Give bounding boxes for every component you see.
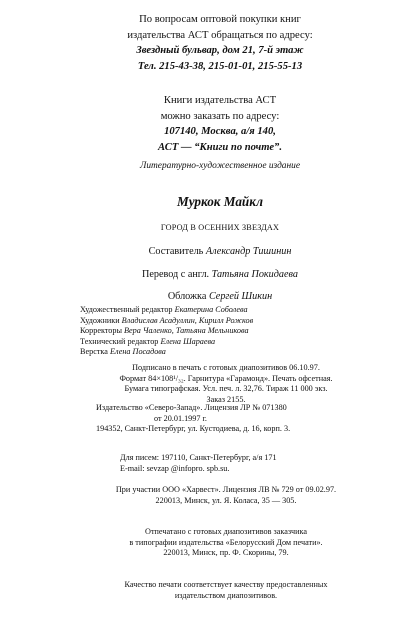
mail-order-line-1: Книги издательства АСТ (163, 95, 277, 106)
cover-artist-name: Сергей Шикин (208, 291, 273, 302)
compiler-name: Александр Тишинин (205, 246, 292, 257)
mail-order-line-2: можно заказать по адресу: (160, 110, 280, 122)
partner-info (96, 485, 356, 506)
mail-order-service: АСТ — “Книги по почте”. (158, 141, 282, 153)
order-info-line-1: По вопросам оптовой покупки книг (139, 14, 301, 25)
tech-editor-line (80, 337, 370, 348)
printed-address: 220013, Минск, пр. Ф. Скорины, 79. (163, 548, 289, 558)
book-title: ГОРОД В ОСЕННИХ ЗВЕЗДАХ (160, 223, 280, 232)
order-info-line-2: издательства АСТ обращаться по адресу: (127, 29, 313, 41)
translation-credit (70, 268, 370, 281)
print-data (96, 363, 356, 405)
proofreaders-names: Вера Чаленко, Татьяна Мельникова (124, 326, 249, 336)
staff-credits (80, 305, 370, 358)
print-paper-line: Бумага типографская. Усл. печ. л. 32,76. Тираж 11 000 экз. (124, 384, 328, 394)
mail-order-address: 107140, Москва, а/я 140, (164, 126, 276, 138)
quality-line-2: издательством диапозитивов. (174, 590, 278, 600)
print-quality-note (96, 580, 356, 601)
tech-editor-name: Елена Шараева (160, 336, 216, 346)
art-editor-label: Художественный редактор (80, 305, 173, 314)
compiler-label: Составитель (148, 246, 204, 257)
quality-line-1: Качество печати соответствует качеству предоставленных (124, 580, 328, 589)
publisher-license-date: от 20.01.1997 г. (154, 413, 207, 423)
letters-email: E-mail: sevzap @infopro. spb.su. (120, 463, 230, 473)
art-editor-name: Екатерина Соболева (174, 305, 248, 314)
cover-credit (70, 290, 370, 303)
art-editor-line (80, 305, 370, 316)
publisher-info (96, 403, 356, 435)
publisher-address: 194352, Санкт-Петербург, ул. Кустодиева, д. 16, корп. 3. (96, 424, 291, 434)
author-name: Муркок Майкл (177, 194, 263, 209)
partner-license-line: При участии ООО «Харвест». Лицензия ЛВ № 729 от 09.02.97. (115, 485, 337, 494)
layout-label: Верстка (80, 347, 108, 357)
publisher-license-line: Издательство «Северо-Запад». Лицензия ЛР № 071380 (96, 403, 287, 412)
translator-name: Татьяна Покидаева (211, 269, 298, 280)
proofreaders-label: Корректоры (80, 326, 122, 336)
print-signed-line: Подписано в печать с готовых диапозитивов 06.10.97. (132, 363, 320, 372)
compiler-credit (70, 245, 370, 258)
letters-address: Для писем: 197110, Санкт-Петербург, а/я 171 (120, 453, 277, 462)
cover-label: Обложка (167, 291, 207, 302)
print-order-line: Заказ 2155. (206, 394, 246, 404)
printed-line-1: Отпечатано с готовых диапозитивов заказчика (145, 527, 307, 536)
print-format-line: Формат 84×108¹/₃₂. Гарнитура «Гарамонд». Печать офсетная. (119, 373, 333, 383)
translation-label: Перевод с англ. (142, 269, 210, 280)
artists-line (80, 316, 370, 327)
proofreaders-line (80, 326, 370, 337)
artists-names: Владислав Асадуллин, Кирилл Рожков (121, 315, 254, 325)
tech-editor-label: Технический редактор (80, 336, 159, 346)
partner-address: 220013, Минск, ул. Я. Коласа, 35 — 305. (155, 495, 297, 505)
layout-name: Елена Посадова (109, 347, 166, 357)
order-info-address: Звездный бульвар, дом 21, 7-й этаж (136, 45, 304, 57)
layout-line (80, 347, 370, 358)
artists-label: Художники (80, 315, 120, 325)
letters-info (96, 453, 356, 474)
wholesale-order-info (70, 12, 370, 74)
mail-order-info (70, 93, 370, 155)
printed-line-2: в типографии издательства «Белорусский Дом печати». (129, 537, 323, 547)
printing-house-info (96, 527, 356, 559)
genre-label: Литературно-художественное издание (140, 161, 300, 171)
order-info-phones: Тел. 215-43-38, 215-01-01, 215-55-13 (137, 60, 303, 72)
